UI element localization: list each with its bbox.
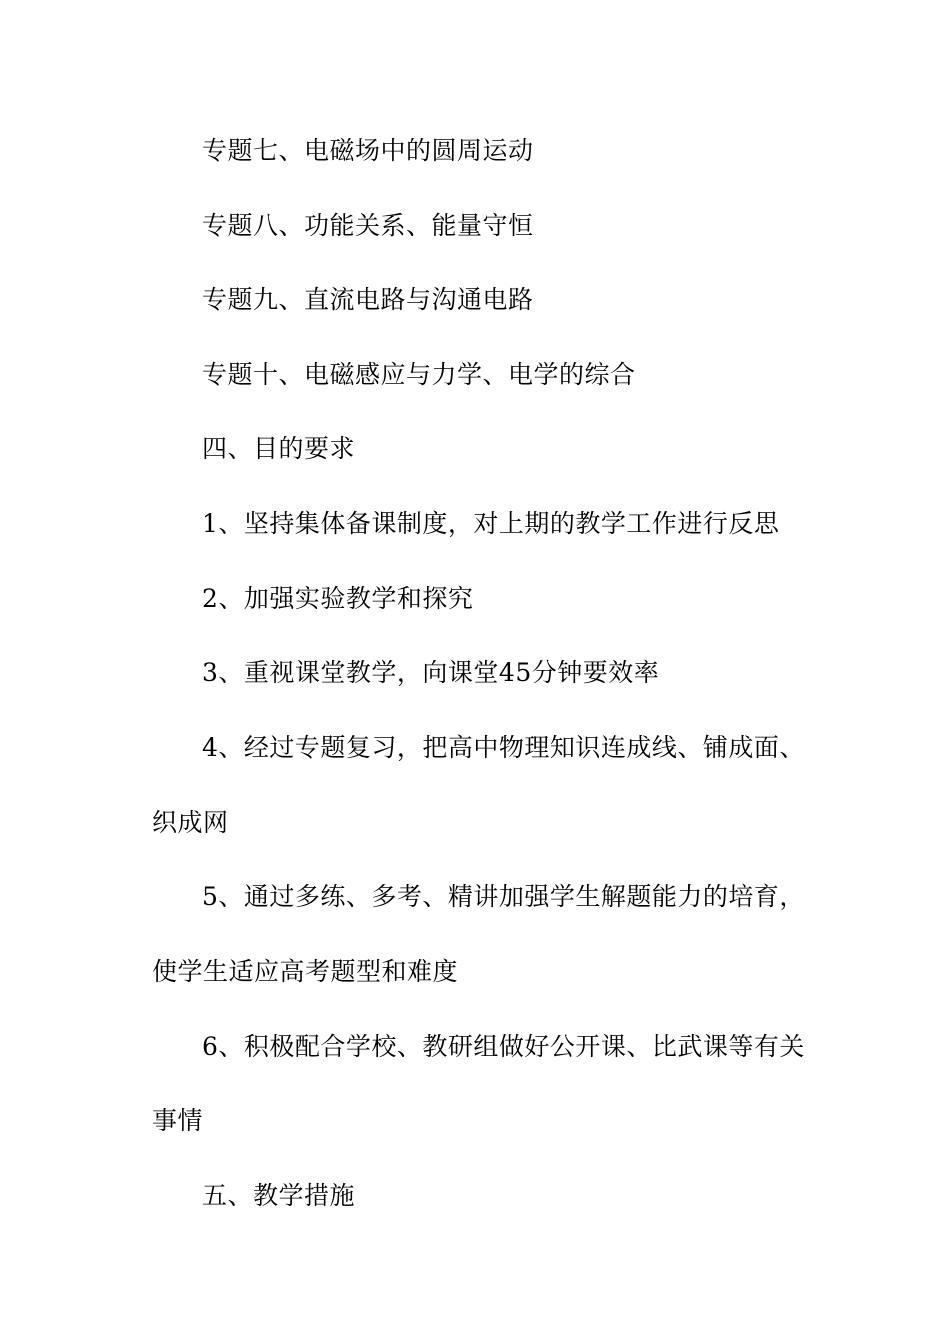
requirement-3-line: 3、重视课堂教学，向课堂45分钟要效率: [202, 658, 660, 687]
requirement-4-continuation: 织成网: [152, 808, 229, 837]
requirement-1-line: 1、坚持集体备课制度，对上期的教学工作进行反思: [202, 509, 780, 538]
requirement-2-line: 2、加强实验教学和探究: [202, 584, 474, 613]
section-5-heading: 五、教学措施: [202, 1181, 356, 1210]
requirement-5-line: 5、通过多练、多考、精讲加强学生解题能力的培育，: [202, 882, 805, 911]
requirement-6-continuation: 事情: [152, 1106, 204, 1135]
section-4-heading: 四、目的要求: [202, 434, 356, 463]
requirement-6-line: 6、积极配合学校、教研组做好公开课、比武课等有关: [202, 1032, 805, 1061]
topic-9-line: 专题九、直流电路与沟通电路: [202, 285, 534, 314]
topic-7-line: 专题七、电磁场中的圆周运动: [202, 136, 534, 165]
topic-10-line: 专题十、电磁感应与力学、电学的综合: [202, 360, 636, 389]
requirement-5-continuation: 使学生适应高考题型和难度: [152, 957, 459, 986]
topic-8-line: 专题八、功能关系、能量守恒: [202, 211, 534, 240]
requirement-4-line: 4、经过专题复习，把高中物理知识连成线、铺成面、: [202, 733, 805, 762]
